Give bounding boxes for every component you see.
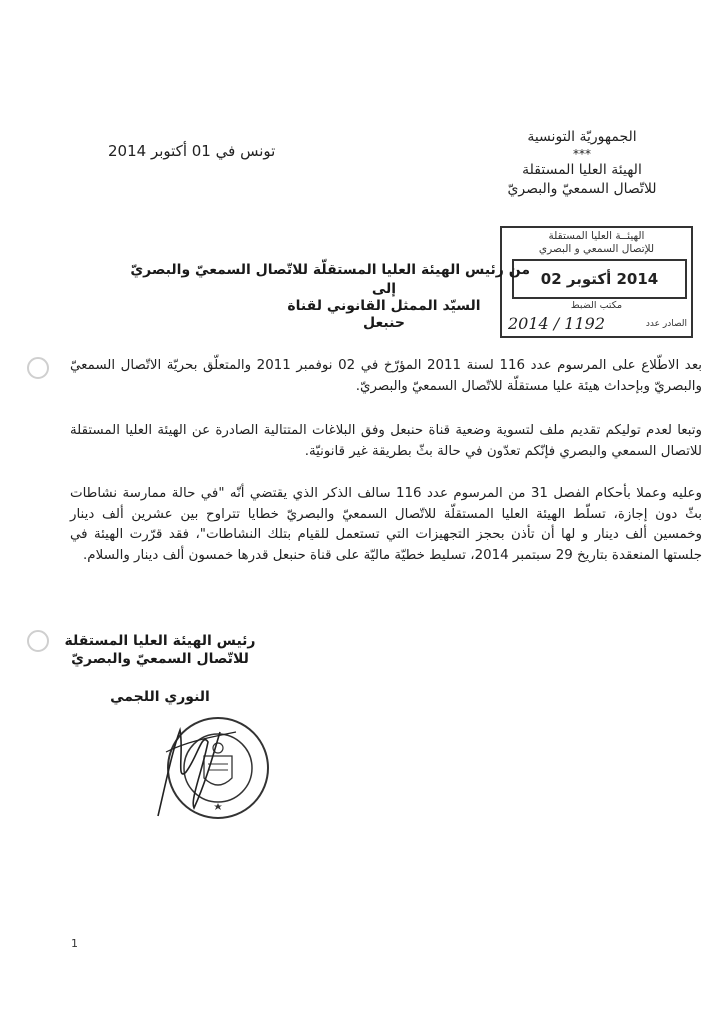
- body-paragraph-3: وعليه وعملا بأحكام الفصل 31 من المرسوم عدد 116 سالف الذكر الذي يقتضي أنّه "في حالة ممارسة نشاطات بثّ دون إجازة، تسلّط الهيئة العليا المستقلّة للاتّصال السمعيّ والبصريّ خطايا تتراوح بين عشرين ألف دينار وخمسين ألف دينار و لها أن تأذن بحجز التجهيزات التي تستعمل للقيام بتلك النشاطات"، فقد قرّرت الهيئة في جلستها المنعقدة بتاريخ 29 سبتمبر 2014، تسليط خطيّة ماليّة على قناة حنبعل قدرها خمسون ألف دينار والسلام.: [70, 486, 702, 563]
- body-paragraph-2: وتبعا لعدم توليكم تقديم ملف لتسوية وضعية قناة حنبعل وفق البلاغات المتتالية الصادرة عن الهيئة العليا المستقلة للاتصال السمعي والبصري فإنّكم تعدّون في حالة بثّ بطريقة غير قانونيّة.: [70, 423, 702, 459]
- authority-name-line1: الهيئة العليا المستقلة: [522, 162, 642, 178]
- letter-date: تونس في 01 أكتوبر 2014: [108, 142, 276, 160]
- punch-hole: [27, 630, 49, 652]
- signatory-title: [60, 632, 260, 668]
- signatory-title-line2: للاتّصال السمعيّ والبصريّ: [71, 651, 249, 667]
- seal-star-icon: [214, 803, 222, 810]
- separator-stars: ***: [573, 147, 591, 161]
- signatory-name: النوري اللجمي: [110, 689, 210, 705]
- stamp-header-line1: الهيئــة العليا المستقلة: [548, 230, 645, 242]
- recipient-line: السيّد الممثل القانوني لقناة حنبعل: [287, 298, 481, 331]
- country-name: الجمهوريّة التونسية: [527, 129, 637, 145]
- stamp-header: [502, 230, 691, 256]
- to-word: إلى: [371, 281, 397, 297]
- stamp-outgoing-row: [506, 314, 687, 334]
- letterhead: [462, 128, 702, 199]
- official-seal: [146, 712, 276, 822]
- stamp-handwritten-number: 2014 / 1192: [508, 314, 605, 333]
- recipient-block: [274, 281, 494, 332]
- signatory-title-line1: رئيس الهيئة العليا المستقلة: [64, 633, 256, 649]
- sender-line: من رئيس الهيئة العليا المستقلّة للاتّصال السمعيّ والبصريّ: [130, 262, 530, 278]
- punch-hole: [27, 357, 49, 379]
- stamp-date-box: [512, 259, 687, 299]
- authority-name-line2: للاتّصال السمعيّ والبصريّ: [507, 181, 657, 197]
- page-number: 1: [71, 937, 78, 950]
- stamp-date: 2014 أكتوبر 02: [540, 270, 659, 288]
- stamp-outgoing-label: الصادر عدد: [645, 319, 687, 329]
- reception-stamp: [500, 226, 693, 338]
- body-paragraph-1: بعد الاطّلاع على المرسوم عدد 116 لسنة 2011 المؤرّخ في 02 نوفمبر 2011 والمتعلّق بحريّة الاتّصال السمعيّ والبصريّ وبإحداث هيئة عليا مستقلّة للاتّصال السمعيّ والبصريّ.: [70, 358, 703, 394]
- seal-inner-ring: [184, 734, 252, 802]
- stamp-header-line2: للإتصال السمعي و البصري: [538, 243, 655, 255]
- stamp-office: مكتب الضبط: [570, 300, 623, 311]
